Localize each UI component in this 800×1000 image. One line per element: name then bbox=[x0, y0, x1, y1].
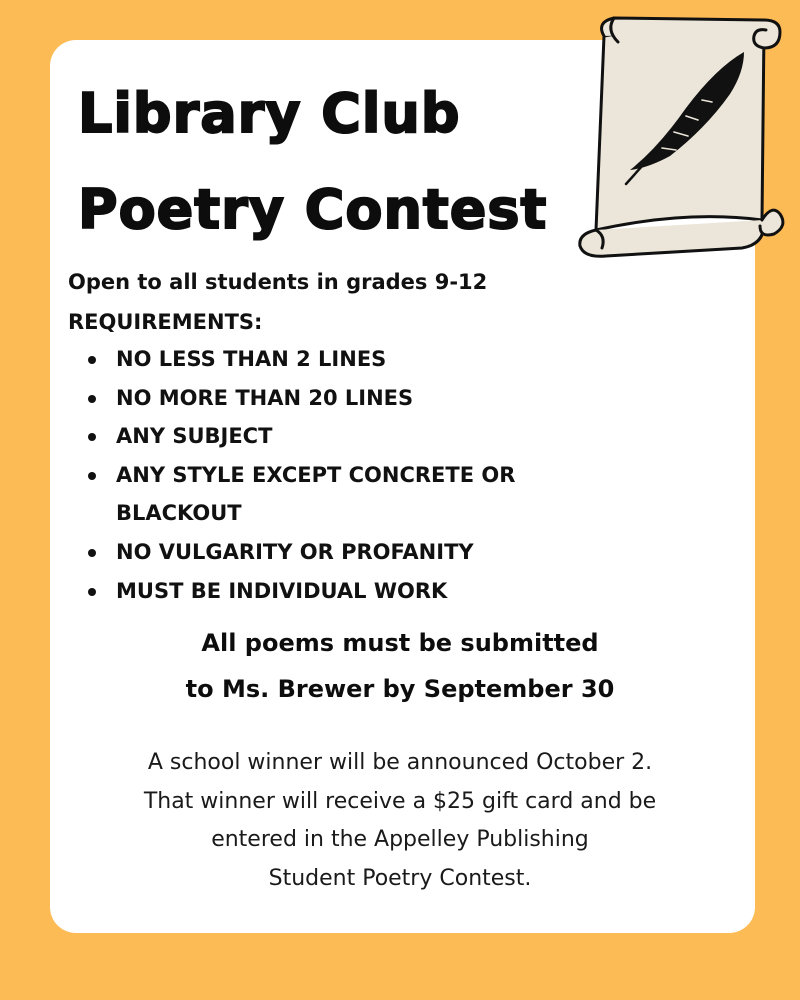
requirements-heading: REQUIREMENTS: bbox=[68, 310, 263, 334]
submission-line-1: All poems must be submitted bbox=[201, 629, 599, 657]
submission-line-2: to Ms. Brewer by September 30 bbox=[185, 675, 615, 703]
details-line-2: That winner will receive a $25 gift card and be bbox=[143, 789, 657, 814]
title-line-2: Poetry Contest bbox=[78, 178, 548, 241]
title-line-1: Library Club bbox=[78, 82, 461, 145]
requirement-item: NO VULGARITY OR PROFANITY bbox=[86, 533, 646, 572]
requirement-item: NO MORE THAN 20 LINES bbox=[86, 379, 646, 418]
requirement-item: NO LESS THAN 2 LINES bbox=[86, 340, 646, 379]
requirements-list bbox=[86, 340, 646, 610]
details-line-4: Student Poetry Contest. bbox=[268, 866, 532, 891]
requirement-item: ANY STYLE EXCEPT CONCRETE OR BLACKOUT bbox=[86, 456, 646, 533]
requirement-item: ANY SUBJECT bbox=[86, 417, 646, 456]
requirement-item: MUST BE INDIVIDUAL WORK bbox=[86, 572, 646, 611]
details-line-3: entered in the Appelley Publishing bbox=[211, 827, 589, 852]
details-line-1: A school winner will be announced October 2. bbox=[147, 750, 653, 775]
eligibility-text: Open to all students in grades 9-12 bbox=[68, 270, 488, 294]
scroll-feather-icon bbox=[566, 8, 796, 266]
